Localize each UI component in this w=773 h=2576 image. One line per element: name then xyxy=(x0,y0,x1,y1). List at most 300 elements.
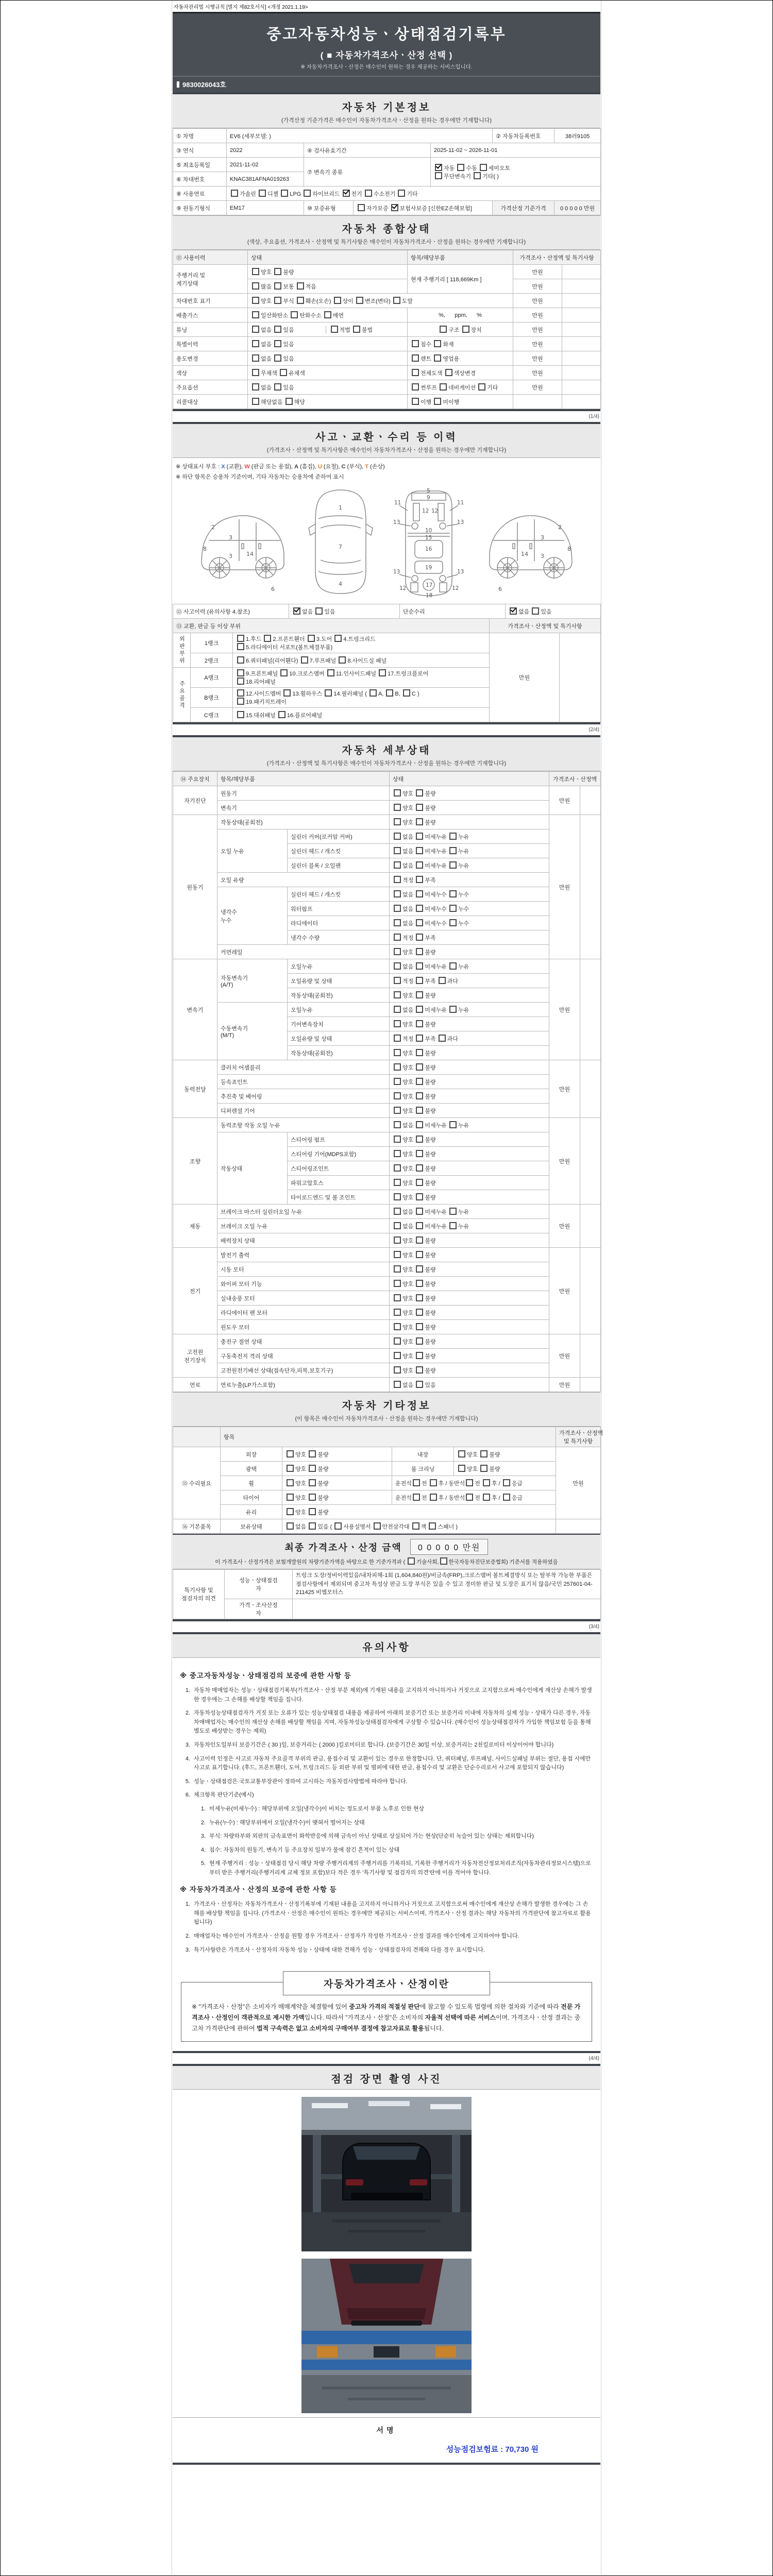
cell: 룸 크리닝 xyxy=(392,1462,454,1476)
checkbox[interactable] xyxy=(416,804,423,811)
checkbox[interactable] xyxy=(394,1337,401,1345)
checkbox[interactable] xyxy=(449,1006,457,1013)
checkbox[interactable] xyxy=(416,1020,423,1027)
checkbox[interactable] xyxy=(252,297,259,304)
checkbox[interactable] xyxy=(237,689,244,697)
notice-item-number: 2. xyxy=(185,1710,190,1717)
checkbox[interactable] xyxy=(394,991,401,998)
notice-item-text: 특기사항란은 가격조사ㆍ산정자의 자동차 성능ㆍ상태에 대한 견해가 성능ㆍ상태점검자의 견해와 다를 경우 표시합니다. xyxy=(194,1946,485,1953)
checkbox[interactable] xyxy=(449,919,457,926)
checkbox[interactable] xyxy=(309,1450,316,1458)
checkbox[interactable] xyxy=(394,1107,401,1114)
checkbox[interactable] xyxy=(416,948,423,955)
checkbox[interactable] xyxy=(449,905,457,912)
checkbox[interactable] xyxy=(416,1265,423,1273)
checkbox[interactable] xyxy=(430,1494,437,1501)
checkbox[interactable] xyxy=(416,1309,423,1316)
checkbox[interactable] xyxy=(237,643,244,650)
checkbox[interactable] xyxy=(353,326,360,333)
checkbox[interactable] xyxy=(416,1164,423,1172)
checkbox[interactable] xyxy=(394,847,401,854)
checkbox[interactable] xyxy=(416,1366,423,1374)
checkbox[interactable] xyxy=(237,635,244,642)
checkbox[interactable] xyxy=(412,340,419,347)
checkbox[interactable] xyxy=(237,711,244,718)
checkbox[interactable] xyxy=(416,1121,423,1128)
checkbox[interactable] xyxy=(434,398,441,405)
checkbox[interactable] xyxy=(416,1049,423,1056)
notice-item xyxy=(180,1777,593,1787)
notice-item-number: 2. xyxy=(185,1933,190,1939)
checkbox[interactable] xyxy=(413,1479,420,1486)
checkbox[interactable] xyxy=(480,1450,488,1458)
checkbox[interactable] xyxy=(274,383,281,391)
checkbox[interactable] xyxy=(416,789,423,796)
checkbox[interactable] xyxy=(416,847,423,854)
checkbox[interactable] xyxy=(287,1465,294,1472)
checkbox[interactable] xyxy=(394,1280,401,1287)
checkbox[interactable] xyxy=(413,1494,420,1501)
checkbox[interactable] xyxy=(416,1078,423,1085)
svg-text:6: 6 xyxy=(498,586,502,592)
cell: 오일 누유 xyxy=(217,829,288,873)
checkbox[interactable] xyxy=(416,934,423,941)
checkbox[interactable] xyxy=(327,669,334,676)
checkbox[interactable] xyxy=(252,383,259,391)
checkbox[interactable] xyxy=(449,1222,457,1229)
checkbox[interactable] xyxy=(440,326,447,333)
svg-text:2: 2 xyxy=(558,524,562,531)
cell: 해당없음 해당 xyxy=(248,395,408,409)
checkbox[interactable] xyxy=(416,1222,423,1229)
checkbox[interactable] xyxy=(274,268,281,275)
cell: 없음 미세누유 누유 xyxy=(390,1205,549,1219)
cell: 없음 있음 xyxy=(390,1378,549,1392)
checkbox[interactable] xyxy=(416,1092,423,1099)
legend-desc: (판금 또는 용접), xyxy=(249,464,295,470)
checkbox[interactable] xyxy=(416,1352,423,1359)
legend-code: A xyxy=(294,464,299,470)
checkbox[interactable] xyxy=(394,919,401,926)
checkbox[interactable] xyxy=(309,1494,316,1501)
checkbox[interactable] xyxy=(274,354,281,362)
checkbox[interactable] xyxy=(394,1208,401,1215)
checkbox[interactable] xyxy=(237,698,244,705)
checkbox[interactable] xyxy=(252,340,259,347)
checkbox[interactable] xyxy=(449,962,457,970)
checkbox[interactable] xyxy=(394,1236,401,1244)
checkbox[interactable] xyxy=(458,1450,465,1458)
checkbox[interactable] xyxy=(394,1222,401,1229)
checkbox[interactable] xyxy=(394,890,401,897)
notice-item-number: 4. xyxy=(185,1755,190,1762)
checkbox[interactable] xyxy=(394,1006,401,1013)
cell xyxy=(580,786,601,815)
checkbox[interactable] xyxy=(259,190,266,197)
svg-text:3: 3 xyxy=(228,534,232,541)
checkbox[interactable] xyxy=(394,962,401,970)
notice-item xyxy=(195,1846,593,1855)
checkbox[interactable] xyxy=(324,311,331,318)
checkbox[interactable] xyxy=(394,934,401,941)
cell: 유리 xyxy=(221,1505,282,1519)
checkbox[interactable] xyxy=(394,1366,401,1374)
checkbox[interactable] xyxy=(280,369,287,376)
checkbox[interactable] xyxy=(474,172,481,179)
cell: 만원 xyxy=(549,1118,580,1205)
section-detail-header xyxy=(173,737,600,771)
notice-item-text: 미세누유(미세누수) : 해당부위에 오일(냉각수)이 비치는 정도로서 부품 노후로 인한 현상 xyxy=(209,1806,425,1812)
cell: 자동 수동 세미오토 무단변속기 기타( ) xyxy=(431,158,601,187)
cell xyxy=(580,1378,601,1392)
checkbox[interactable] xyxy=(394,1121,401,1128)
checkbox[interactable] xyxy=(369,689,377,697)
checkbox[interactable] xyxy=(394,1164,401,1172)
svg-text:11: 11 xyxy=(394,500,401,506)
checkbox[interactable] xyxy=(478,383,485,391)
checkbox-checked[interactable] xyxy=(435,164,442,171)
checkbox[interactable] xyxy=(458,1465,465,1472)
checkbox[interactable] xyxy=(440,383,447,391)
checkbox-checked[interactable] xyxy=(510,607,517,615)
checkbox[interactable] xyxy=(394,1136,401,1143)
checkbox[interactable] xyxy=(231,190,238,197)
checkbox[interactable] xyxy=(339,656,346,664)
checkbox[interactable] xyxy=(416,1006,423,1013)
checkbox[interactable] xyxy=(394,1020,401,1027)
checkbox[interactable] xyxy=(445,369,452,376)
cell: 없음 미세누유 누유 xyxy=(390,959,549,974)
cell xyxy=(562,351,601,366)
cell: 1랭크 xyxy=(191,633,233,653)
checkbox[interactable] xyxy=(449,847,457,854)
checkbox[interactable] xyxy=(412,1522,419,1530)
checkbox-checked[interactable] xyxy=(293,607,300,615)
checkbox[interactable] xyxy=(394,1323,401,1330)
checkbox[interactable] xyxy=(416,1179,423,1186)
checkbox[interactable] xyxy=(416,1035,423,1042)
checkbox[interactable] xyxy=(285,398,293,405)
cell xyxy=(580,959,601,1060)
checkbox[interactable] xyxy=(394,876,401,883)
checkbox[interactable] xyxy=(416,1236,423,1244)
cell: 오일유량 및 상태 xyxy=(288,1031,390,1046)
checkbox[interactable] xyxy=(416,1107,423,1114)
checkbox[interactable] xyxy=(309,1522,316,1530)
checkbox[interactable] xyxy=(386,689,393,697)
checkbox[interactable] xyxy=(416,818,423,825)
cell: 없음 미세누수 누수 xyxy=(390,902,549,916)
checkbox[interactable] xyxy=(394,1352,401,1359)
checkbox[interactable] xyxy=(416,1280,423,1287)
checkbox[interactable] xyxy=(416,977,423,984)
checkbox[interactable] xyxy=(449,1208,457,1215)
notice-item-text: 현재 주행거리 : 성능ㆍ상태점검 당시 해당 차량 주행거리계의 주행거리를 기록하되, 기록한 주행거리가 자동차전산정보처리조직(자동차관리정보시스템)으로부터 받은 주행거리(주행거리계 교체 정보 포함)보다 적은 경우 '특기사항 및 점검자의 의견'란에 이를 적어야 합니다. xyxy=(209,1860,591,1876)
checkbox[interactable] xyxy=(483,1494,490,1501)
checkbox[interactable] xyxy=(462,326,469,333)
cell xyxy=(562,323,601,337)
cell xyxy=(580,1248,601,1334)
cell xyxy=(580,1334,601,1378)
etc-info-table xyxy=(173,1427,601,1534)
checkbox[interactable] xyxy=(394,1251,401,1258)
checkbox[interactable] xyxy=(281,190,288,197)
checkbox[interactable] xyxy=(440,1557,447,1565)
checkbox[interactable] xyxy=(434,354,441,362)
cell: 자기진단 xyxy=(173,786,217,815)
cell: 양호 불량 xyxy=(282,1490,392,1505)
overall-condition-table xyxy=(173,250,601,409)
checkbox[interactable] xyxy=(287,1522,294,1530)
checkbox[interactable] xyxy=(416,991,423,998)
section-etc-title: 자동차 기타정보 xyxy=(342,1400,431,1412)
cell: 없음 미세누유 누유 xyxy=(390,858,549,873)
checkbox[interactable] xyxy=(394,1049,401,1056)
checkbox[interactable] xyxy=(280,669,288,676)
checkbox[interactable] xyxy=(480,1465,488,1472)
checkbox[interactable] xyxy=(278,711,285,718)
cell: 성능ㆍ상태점검 자 xyxy=(225,1570,293,1599)
cell: 스티어링 기어(MDPS포함) xyxy=(288,1147,390,1161)
checkbox[interactable] xyxy=(435,172,442,179)
checkbox[interactable] xyxy=(416,1208,423,1215)
checkbox-checked[interactable] xyxy=(391,204,398,211)
svg-text:8: 8 xyxy=(567,546,571,552)
checkbox[interactable] xyxy=(416,1251,423,1258)
svg-text:8: 8 xyxy=(203,546,207,552)
checkbox[interactable] xyxy=(394,1078,401,1085)
checkbox[interactable] xyxy=(287,1494,294,1501)
checkbox[interactable] xyxy=(394,861,401,869)
checkbox[interactable] xyxy=(252,354,259,362)
checkbox[interactable] xyxy=(416,1193,423,1200)
checkbox[interactable] xyxy=(412,354,419,362)
checkbox[interactable] xyxy=(291,311,298,318)
checkbox[interactable] xyxy=(412,383,419,391)
cell: 추진축 및 베어링 xyxy=(217,1089,390,1104)
checkbox[interactable] xyxy=(309,1508,316,1515)
cell xyxy=(562,308,601,323)
checkbox[interactable] xyxy=(297,297,304,304)
checkbox[interactable] xyxy=(439,977,446,984)
cell: 실린더 헤드 / 개스킷 xyxy=(288,887,390,902)
checkbox[interactable] xyxy=(358,204,365,211)
checkbox[interactable] xyxy=(430,1479,437,1486)
checkbox[interactable] xyxy=(394,818,401,825)
checkbox[interactable] xyxy=(287,1479,294,1486)
checkbox[interactable] xyxy=(393,297,400,304)
checkbox[interactable] xyxy=(297,282,304,290)
checkbox[interactable] xyxy=(457,164,464,171)
checkbox[interactable] xyxy=(237,656,244,664)
checkbox[interactable] xyxy=(416,1294,423,1301)
checkbox[interactable] xyxy=(394,1381,401,1388)
cell: 와이퍼 모터 기능 xyxy=(217,1277,390,1291)
checkbox[interactable] xyxy=(416,1063,423,1071)
cell: 상태 xyxy=(248,250,408,265)
checkbox[interactable] xyxy=(252,268,259,275)
checkbox[interactable] xyxy=(309,1479,316,1486)
cell xyxy=(580,1118,601,1205)
checkbox[interactable] xyxy=(394,1063,401,1071)
checkbox[interactable] xyxy=(394,1179,401,1186)
checkbox[interactable] xyxy=(449,861,457,869)
checkbox[interactable] xyxy=(274,326,281,333)
checkbox[interactable] xyxy=(480,164,487,171)
checkbox[interactable] xyxy=(252,282,259,290)
checkbox[interactable] xyxy=(356,297,363,304)
checkbox[interactable] xyxy=(237,669,244,676)
checkbox[interactable] xyxy=(301,656,308,664)
legend-desc: (부식), xyxy=(345,464,365,470)
cell: 만원 xyxy=(513,323,562,337)
block-accident xyxy=(173,422,600,724)
section-accident-header xyxy=(173,424,600,458)
checkbox[interactable] xyxy=(449,833,457,840)
cell: ⑦ 변속기 종류 xyxy=(304,158,431,187)
cell: 양호 불량 xyxy=(282,1462,392,1476)
notice-item-number: 3. xyxy=(185,1742,190,1749)
checkbox[interactable] xyxy=(252,311,259,318)
cell: 휠 xyxy=(221,1476,282,1490)
notice-item-text: 매매업자는 매수인이 가격조사ㆍ산정을 원할 경우 가격조사ㆍ산정자가 작성한 가격조사ㆍ산정 결과를 매수인에게 고지하여야 합니다. xyxy=(194,1933,519,1939)
notice-item-text: 침수: 자동차의 원동기, 변속기 등 주요장치 일부가 물에 잠긴 흔적이 있는 상태 xyxy=(209,1846,400,1853)
cell: 적정 부족 xyxy=(390,873,549,887)
checkbox[interactable] xyxy=(416,1136,423,1143)
checkbox[interactable] xyxy=(287,1450,294,1458)
checkbox[interactable] xyxy=(394,977,401,984)
checkbox[interactable] xyxy=(394,1092,401,1099)
checkbox[interactable] xyxy=(394,804,401,811)
cell: 양호 불량 xyxy=(390,1147,549,1161)
checkbox[interactable] xyxy=(483,1479,490,1486)
cell: 없음 있음 xyxy=(506,604,601,619)
checkbox[interactable] xyxy=(394,789,401,796)
checkbox[interactable] xyxy=(394,1193,401,1200)
checkbox[interactable] xyxy=(416,1381,423,1388)
notice-item-number: 1. xyxy=(200,1806,206,1812)
cell: 양호 불량 xyxy=(390,1060,549,1075)
legend-desc: (손상) xyxy=(368,464,385,470)
cell: 만원 xyxy=(556,1447,601,1519)
checkbox[interactable] xyxy=(394,1035,401,1042)
checkbox[interactable] xyxy=(439,1035,446,1042)
cell: 원동기 xyxy=(173,815,217,959)
legend-code: C xyxy=(341,464,346,470)
checkbox[interactable] xyxy=(252,369,259,376)
checkbox[interactable] xyxy=(434,340,441,347)
checkbox[interactable] xyxy=(237,677,244,685)
checkbox[interactable] xyxy=(394,1294,401,1301)
page-marker-2: (2/4) xyxy=(589,727,599,733)
checkbox[interactable] xyxy=(466,1479,473,1486)
cell: 구동축전지 격리 상태 xyxy=(217,1349,390,1363)
checkbox-checked[interactable] xyxy=(343,190,350,197)
checkbox[interactable] xyxy=(416,861,423,869)
checkbox[interactable] xyxy=(449,890,457,897)
checkbox[interactable] xyxy=(308,635,315,642)
checkbox[interactable] xyxy=(334,1522,342,1530)
checkbox[interactable] xyxy=(429,1522,436,1530)
checkbox[interactable] xyxy=(274,297,281,304)
cell: 만원 xyxy=(549,1378,580,1392)
checkbox[interactable] xyxy=(416,919,423,926)
checkbox[interactable] xyxy=(283,689,291,697)
checkbox[interactable] xyxy=(379,669,386,676)
checkbox[interactable] xyxy=(412,398,419,405)
checkbox[interactable] xyxy=(252,398,259,405)
checkbox[interactable] xyxy=(532,607,539,615)
checkbox[interactable] xyxy=(416,890,423,897)
checkbox[interactable] xyxy=(331,326,338,333)
checkbox[interactable] xyxy=(274,340,281,347)
checkbox[interactable] xyxy=(264,635,271,642)
checkbox[interactable] xyxy=(412,369,419,376)
checkbox[interactable] xyxy=(394,1309,401,1316)
checkbox[interactable] xyxy=(394,905,401,912)
checkbox[interactable] xyxy=(334,635,342,642)
cell: 양호 불량 xyxy=(390,1089,549,1104)
cell: 6.쿼터패널(리어휀다) 7.루프패널 8.사이드실 패널 xyxy=(233,653,490,668)
cell: 양호 불량 xyxy=(390,1190,549,1205)
checkbox[interactable] xyxy=(365,190,372,197)
notice-item-text: 자동차 매매업자는 성능ㆍ상태점검기록부(가격조사ㆍ산정 부분 제외)에 기재된 내용을 고지하지 아니하거나 거짓으로 고지함으로써 매수인에게 재산상 손해가 발생한 경우에는 그 손해를 배상할 책임을 집니다. xyxy=(194,1687,592,1703)
checkbox[interactable] xyxy=(394,833,401,840)
checkbox[interactable] xyxy=(449,1121,457,1128)
block-notice xyxy=(173,1632,600,2054)
checkbox[interactable] xyxy=(287,1508,294,1515)
section-notice-title: 유의사항 xyxy=(362,1641,411,1653)
car-diagram-right-side-icon xyxy=(482,488,580,599)
cell xyxy=(513,395,562,409)
checkbox[interactable] xyxy=(394,948,401,955)
checkbox[interactable] xyxy=(325,689,332,697)
checkbox[interactable] xyxy=(416,1337,423,1345)
cell: 발전기 출력 xyxy=(217,1248,390,1262)
notice-item-text: 자동차성능상태점검자가 거짓 또는 오류가 있는 성능상태점검 내용을 제공하여 아래의 보증기간 또는 보증거리 이내에 자동차의 실제 성능ㆍ상태가 다른 경우, 자동차매매업자는 매수인의 재산상 손해를 배상할 책임을 지며, 자동차성능상태점검자에게 구상할 수 있습니다. (매수인이 성능상태점검자가 가입한 책임보험 등을 통해 별도로 배상받는 경우는 제외) xyxy=(194,1710,591,1735)
checkbox[interactable] xyxy=(309,1465,316,1472)
svg-text:11: 11 xyxy=(457,500,464,506)
checkbox[interactable] xyxy=(416,1323,423,1330)
checkbox[interactable] xyxy=(315,607,323,615)
checkbox[interactable] xyxy=(334,297,341,304)
checkbox[interactable] xyxy=(394,1265,401,1273)
checkbox[interactable] xyxy=(274,282,281,290)
cell: 작동상태(공회전) xyxy=(288,988,390,1003)
checkbox[interactable] xyxy=(408,1557,415,1565)
section-overall-sub: (색상, 주요옵션, 가격조사ㆍ산정액 및 특기사항은 매수인이 자동차가격조사ㆍ산정을 원하는 경우에만 기재합니다) xyxy=(247,239,526,245)
checkbox[interactable] xyxy=(466,1494,473,1501)
checkbox[interactable] xyxy=(374,1522,381,1530)
checkbox[interactable] xyxy=(416,1150,423,1157)
cell: 양호 불량 xyxy=(390,1161,549,1176)
checkbox[interactable] xyxy=(416,962,423,970)
checkbox[interactable] xyxy=(416,876,423,883)
checkbox[interactable] xyxy=(503,1479,510,1486)
checkbox[interactable] xyxy=(304,190,311,197)
notice-item xyxy=(195,1832,593,1841)
checkbox[interactable] xyxy=(416,833,423,840)
checkbox[interactable] xyxy=(398,190,405,197)
checkbox[interactable] xyxy=(252,326,259,333)
checkbox[interactable] xyxy=(416,905,423,912)
checkbox[interactable] xyxy=(503,1494,510,1501)
checkbox[interactable] xyxy=(403,689,410,697)
checkbox[interactable] xyxy=(394,1150,401,1157)
cell: 연료누출(LP가스포함) xyxy=(217,1378,390,1392)
cell: 작동상태 xyxy=(217,1132,288,1205)
document-number: 9830026043호 xyxy=(173,76,600,92)
